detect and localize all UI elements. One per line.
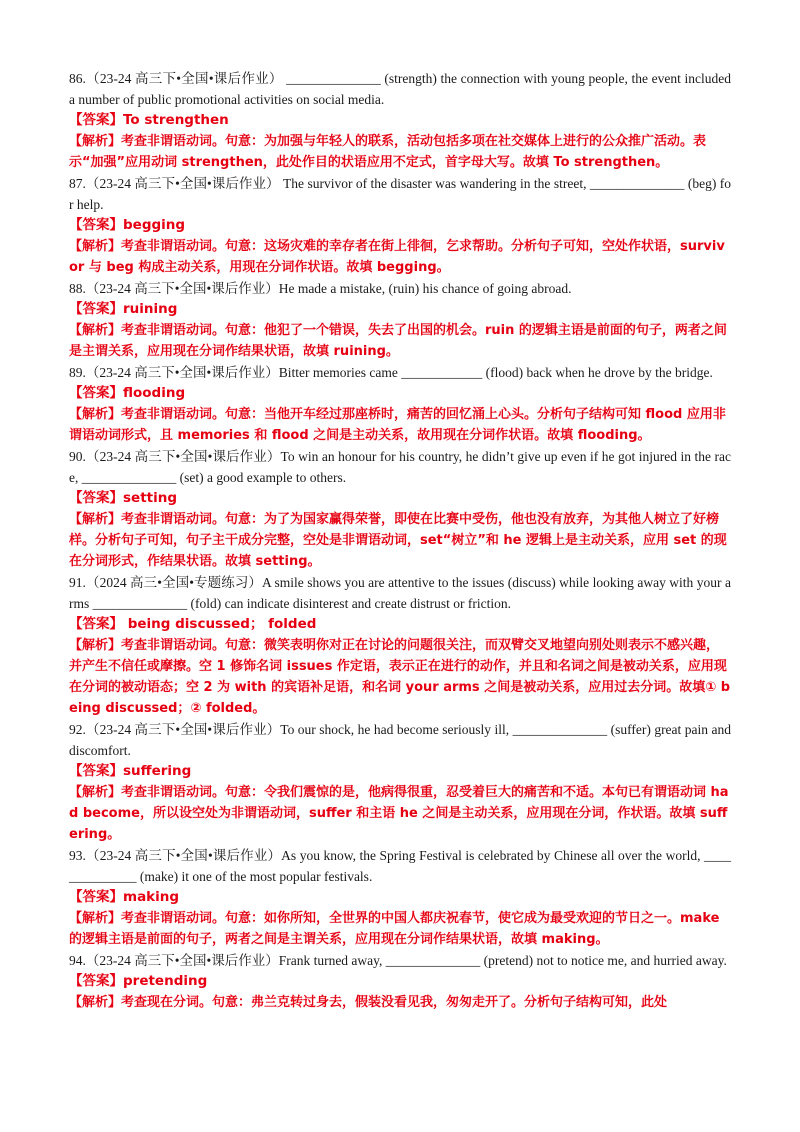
answer-text: 【答案】suffering [69,763,192,779]
q86 [69,68,731,173]
explanation-text: 【解析】考查现在分词。句意：弗兰克转过身去，假装没看见我，匆匆走开了。分析句子结构可知，此处 [69,995,668,1010]
explanation-text: 【解析】考查非谓语动词。句意：微笑表明你对正在讨论的问题很关注，而双臂交叉地望向别处则表示不感兴趣，并产生不信任或摩擦。空 1 修饰名词 issues 作定语，表示正在进行的动作，并且和名词之间是被动关系，应用现在分词的被动语态；空 2 为 with 的宾语补足语，和名词 your arms 之间是被动关系，应用过去分词。故填① being discussed；② folded。 [69,638,731,716]
question-text: 86.（23-24 高三下•全国•课后作业） ______________ (strength) the connection with young people, the event included a number of public promotional activities on social media. [69,71,731,107]
question-text: 91.（2024 高三•全国•专题练习）A smile shows you are attentive to the issues (discuss) while looking away with your arms ______________ (fold) can indicate disinterest and create distrust or friction. [69,575,731,611]
explanation-text: 【解析】考查非谓语动词。句意：为了为国家赢得荣誉，即使在比赛中受伤，他也没有放弃，为其他人树立了好榜样。分析句子可知，句子主干成分完整，空处是非谓语动词，set“树立”和 he 逻辑上是主动关系，应用 set 的现在分词形式，作结果状语。故填 setting。 [69,512,727,569]
answer-text: 【答案】ruining [69,301,178,317]
q89 [69,362,731,446]
q94 [69,950,731,1013]
question-text: 87.（23-24 高三下•全国•课后作业） The survivor of the disaster was wandering in the street, ______________ (beg) for help. [69,176,731,212]
answer-text: 【答案】 being discussed； folded [69,616,317,632]
question-text: 88.（23-24 高三下•全国•课后作业）He made a mistake, (ruin) his chance of going abroad. [69,281,572,296]
q91 [69,572,731,719]
q90 [69,446,731,572]
question-text: 94.（23-24 高三下•全国•课后作业）Frank turned away, ______________ (pretend) not to notice me, and hurried away. [69,953,727,968]
question-text: 92.（23-24 高三下•全国•课后作业）To our shock, he had become seriously ill, ______________ (suffer) great pain and discomfort. [69,722,731,758]
explanation-text: 【解析】考查非谓语动词。句意：令我们震惊的是，他病得很重，忍受着巨大的痛苦和不适。本句已有谓语动词 had become，所以设空处为非谓语动词，suffer 和主语 he 之间是主动关系，应用现在分词，作状语。故填 suffering。 [69,785,729,842]
explanation-text: 【解析】考查非谓语动词。句意：为加强与年轻人的联系，活动包括多项在社交媒体上进行的公众推广活动。表示“加强”应用动词 strengthen，此处作目的状语应用不定式，首字母大写。故填 To strengthen。 [69,134,707,170]
answer-text: 【答案】setting [69,490,177,506]
q93 [69,845,731,950]
answer-text: 【答案】flooding [69,385,186,401]
explanation-text: 【解析】考查非谓语动词。句意：这场灾难的幸存者在街上徘徊，乞求帮助。分析句子可知，空处作状语，survivor 与 beg 构成主动关系，用现在分词作状语。故填 begging。 [69,239,725,275]
question-text: 89.（23-24 高三下•全国•课后作业）Bitter memories came ____________ (flood) back when he drove by the bridge. [69,365,713,380]
q88 [69,278,731,362]
answer-text: 【答案】pretending [69,973,208,989]
question-text: 90.（23-24 高三下•全国•课后作业）To win an honour for his country, he didn’t give up even if he got injured in the race, ______________ (set) a good example to others. [69,449,731,485]
question-text: 93.（23-24 高三下•全国•课后作业）As you know, the Spring Festival is celebrated by Chinese all over the world, ______________ (make) it one of the most popular festivals. [69,848,731,884]
q92 [69,719,731,845]
answer-text: 【答案】making [69,889,180,905]
q87 [69,173,731,278]
explanation-text: 【解析】考查非谓语动词。句意：他犯了一个错误，失去了出国的机会。ruin 的逻辑主语是前面的句子，两者之间是主谓关系，应用现在分词作结果状语，故填 ruining。 [69,323,727,359]
answer-text: 【答案】To strengthen [69,112,229,128]
answer-text: 【答案】begging [69,217,186,233]
explanation-text: 【解析】考查非谓语动词。句意：当他开车经过那座桥时，痛苦的回忆涌上心头。分析句子结构可知 flood 应用非谓语动词形式，且 memories 和 flood 之间是主动关系，故用现在分词作状语。故填 flooding。 [69,407,726,443]
explanation-text: 【解析】考查非谓语动词。句意：如你所知，全世界的中国人都庆祝春节，使它成为最受欢迎的节日之一。make 的逻辑主语是前面的句子，两者之间是主谓关系，应用现在分词作结果状语，故填 making。 [69,911,720,947]
